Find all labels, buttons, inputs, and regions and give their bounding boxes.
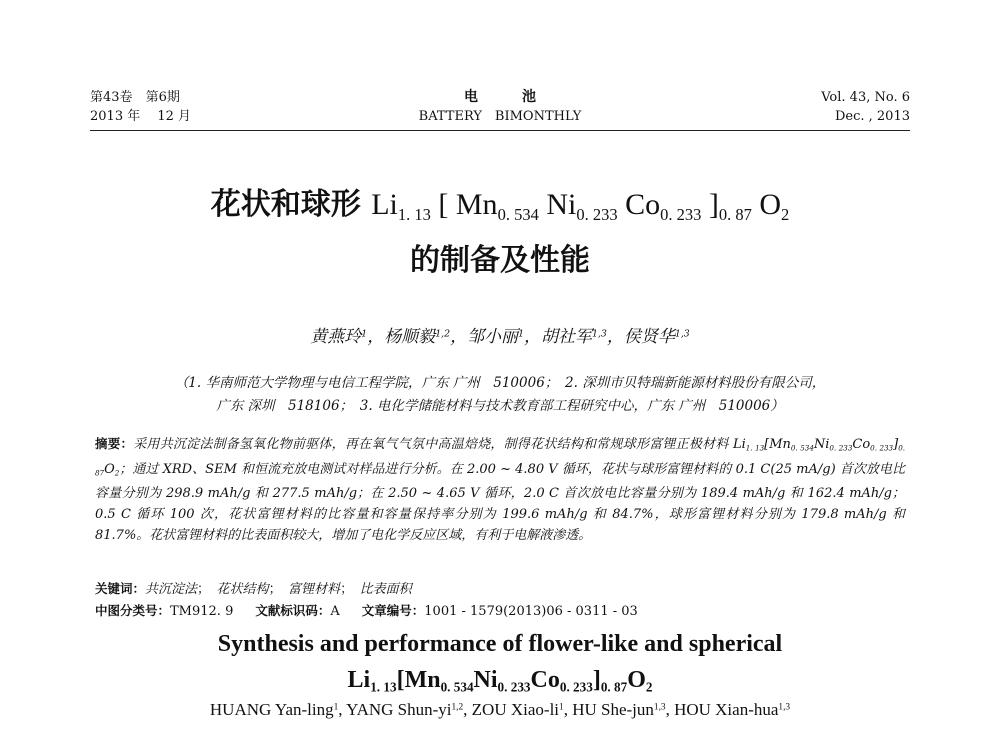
paper-title-cn — [0, 182, 1000, 284]
author-en: HUANG Yan-ling — [209, 700, 334, 719]
keyword: 富锂材料 — [288, 582, 341, 597]
title-en-line1: Synthesis and performance of flower-like and spherical — [217, 631, 783, 657]
clc-value: TM912. 9 — [170, 604, 234, 619]
abstract-text: 采用共沉淀法制备氢氧化物前驱体，再在氧气气氛中高温焙烧，制得花状结构和常规球形富锂正极材料 — [133, 437, 733, 452]
month-cn: 12 月 — [157, 109, 192, 124]
title-cn-line2: 的制备及性能 — [410, 242, 590, 278]
issue-cn: 第6期 — [145, 90, 180, 105]
paper-title-en — [0, 626, 1000, 706]
article-number-value: 1001 - 1579(2013)06 - 0311 - 03 — [424, 604, 638, 619]
doc-code-label: 文献标识码： — [255, 603, 331, 618]
journal-name-en: BATTERY BIMONTHLY — [418, 109, 582, 124]
journal-header — [90, 86, 910, 131]
abstract-cn — [95, 433, 905, 546]
title-cn-line1 — [0, 182, 1000, 238]
keyword: 共沉淀法 — [145, 582, 198, 597]
journal-name — [90, 88, 910, 126]
article-number-label: 文章编号： — [361, 603, 425, 618]
issue-info-en — [821, 88, 910, 126]
author-cn: 杨顺毅 — [384, 327, 436, 347]
author-cn: 黄燕玲 — [310, 327, 362, 347]
clc-label: 中图分类号： — [95, 603, 171, 618]
author-cn: 侯贤华 — [623, 327, 675, 347]
chemical-formula: $Li_{1. 13}$ [ $Mn_{0. 534}$ $Ni_{0. 233}$ $Co_{0. 233}$ ]$_{0. 87}$ $O_2$ — [371, 188, 790, 224]
keywords: 关键词：共沉淀法； 花状结构； 富锂材料； 比表面积 — [95, 581, 412, 597]
article-meta — [95, 578, 905, 622]
doc-code-value: A — [330, 604, 340, 619]
author-cn: 邹小丽 — [467, 327, 519, 347]
year-cn: 2013 年 — [90, 109, 141, 124]
affiliation-line: 广东 深圳 518106； 3. 电化学储能材料与技术教育部工程研究中心，广东 广州 510006） — [216, 398, 784, 414]
title-en-formula: $Li_{1. 13}[Mn_{0. 534}Ni_{0. 233}Co_{0. 233}]_{0. 87}O_2$ — [347, 667, 653, 695]
keywords-label: 关键词： — [95, 581, 146, 596]
abstract-label: 摘要： — [95, 436, 134, 451]
journal-name-cn: 电池 — [464, 89, 580, 105]
affiliation-line: （1. 华南师范大学物理与电信工程学院，广东 广州 510006； 2. 深圳市贝特瑞新能源材料股份有限公司， — [174, 375, 826, 391]
chemical-formula-inline: $Li_{1. 13}[Mn_{0. 534}Ni_{0. 233}Co_{0. 233}]_{0. 87}O_2$ — [95, 437, 906, 477]
title-cn-prefix: 花状和球形 — [210, 187, 372, 222]
author-cn: 胡社军 — [541, 327, 593, 347]
keyword: 比表面积 — [359, 582, 412, 597]
volume-cn: 第43卷 — [90, 90, 133, 105]
affiliations — [0, 372, 1000, 418]
abstract-text: ；通过 XRD、SEM 和恒流充放电测试对样品进行分析。在 2.00 ~ 4.80 V 循环，花状与球形富锂材料的 0.1 C(25 mA/g) 首次放电比容量分别为 298.9 mAh/g 和 277.5 mAh/g；在 2.50 ~ 4.65 V 循环，2.0 C 首次放电比容量分别为 189.4 mAh/g 和 162.4 mAh/g；0.5 C 循环 100 次，花状富锂材料的比容量和容量保持率分别为 199.6 mAh/g 和 84.7%，球形富锂材料分别为 179.8 mAh/g 和 81.7%。花状富锂材料的比表面积较大，增加了电化学反应区域，有利于电解液渗透。 — [95, 461, 905, 543]
author-en: HU She-jun — [572, 700, 654, 719]
authors-en: HUANG Yan-ling$^1$, YANG Shun-yi$^{1,2}$, ZOU Xiao-$li^1$, HU She-jun$^{1,3}$, HOU Xian-hua$^{1,3}$ — [209, 700, 791, 719]
author-en: ZOU Xiao-li — [471, 700, 560, 719]
authors-cn: 黄燕玲$^1$，杨顺毅$^{1,2}$，邹小丽$^1$，胡社军$^{1,3}$，侯贤华$^{1,3}$ — [310, 327, 690, 347]
volume-en: Vol. 43, No. 6 — [821, 90, 910, 105]
classification — [95, 600, 905, 622]
date-en: Dec. , 2013 — [834, 109, 910, 124]
author-en: YANG Shun-yi — [346, 700, 452, 719]
author-en: HOU Xian-hua — [674, 700, 779, 719]
keyword: 花状结构 — [216, 582, 269, 597]
